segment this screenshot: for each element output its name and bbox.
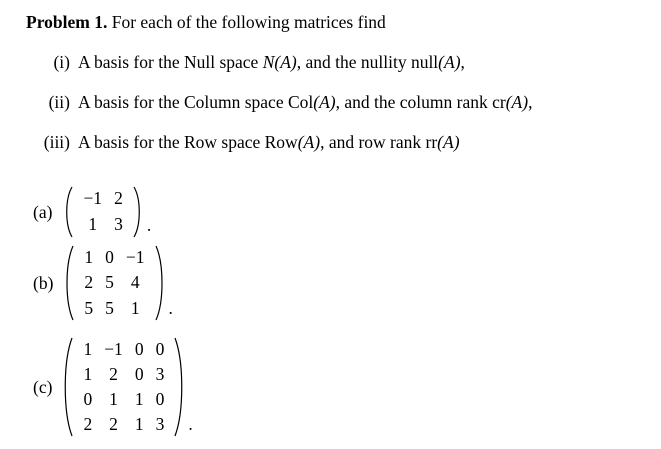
- item-number: (ii): [48, 92, 70, 112]
- left-paren: [63, 245, 74, 321]
- item-symbol-1: N(A): [262, 52, 297, 72]
- matrix-c-grid: [73, 337, 174, 437]
- list-item: [26, 132, 460, 153]
- item-number: (iii): [43, 132, 70, 152]
- matrix-cell: 4: [130, 272, 140, 293]
- trailing-period: .: [188, 414, 193, 434]
- matrix-cell: 5: [105, 272, 114, 293]
- matrix-cell: 0: [105, 246, 114, 267]
- matrix-cell: 3: [155, 363, 165, 384]
- list-item: [38, 52, 465, 73]
- item-number: (i): [53, 52, 70, 72]
- matrix-cell: −1: [104, 338, 123, 359]
- item-symbol-2: (A): [438, 52, 461, 72]
- item-symbol-1: (A): [297, 132, 321, 152]
- matrix-part-c: [33, 337, 193, 437]
- item-symbol-1: (A): [313, 92, 336, 112]
- matrix-b-grid: [74, 245, 154, 321]
- matrix-a: [62, 186, 143, 238]
- right-paren: [133, 186, 144, 238]
- matrix-cell: 5: [105, 297, 114, 318]
- matrix-c: [62, 337, 185, 437]
- matrix-cell: 0: [155, 388, 165, 409]
- matrix-part-b: [33, 245, 173, 321]
- matrix-cell: 0: [155, 338, 165, 359]
- matrix-cell: 0: [83, 388, 93, 409]
- matrix-cell: 3: [155, 413, 165, 434]
- matrix-cell: 1: [130, 297, 140, 318]
- item-symbol-2: (A): [505, 92, 529, 112]
- matrix-cell: 3: [114, 214, 123, 235]
- matrix-cell: 1: [83, 363, 93, 384]
- item-text-after: ,: [460, 52, 465, 72]
- matrix-part-a: [33, 186, 151, 238]
- item-text-after: ,: [528, 92, 533, 112]
- matrix-a-grid: [73, 186, 132, 238]
- problem-number: Problem 1.: [26, 12, 108, 32]
- part-label: (c): [33, 376, 53, 397]
- matrix-cell: 1: [134, 388, 144, 409]
- problem-heading: [26, 12, 386, 33]
- list-item: [33, 92, 532, 113]
- matrix-cell: 2: [83, 413, 93, 434]
- matrix-cell: 1: [83, 338, 93, 359]
- item-text-mid: , and the column rank cr: [335, 92, 506, 112]
- item-text-mid: , and the nullity null: [296, 52, 439, 72]
- matrix-cell: 2: [114, 188, 123, 209]
- item-text-before: A basis for the Column space Col: [78, 92, 314, 112]
- trailing-period: .: [168, 298, 173, 318]
- matrix-cell: 1: [134, 413, 144, 434]
- problem-statement: For each of the following matrices find: [111, 12, 386, 32]
- matrix-cell: 5: [84, 297, 94, 318]
- item-symbol-2: (A): [437, 132, 460, 152]
- item-text-mid: , and row rank rr: [320, 132, 438, 152]
- matrix-cell: −1: [83, 188, 103, 209]
- matrix-cell: 2: [84, 272, 94, 293]
- matrix-cell: 2: [109, 363, 118, 384]
- matrix-b: [63, 245, 165, 321]
- matrix-cell: 0: [134, 363, 144, 384]
- left-paren: [62, 186, 73, 238]
- right-paren: [155, 245, 166, 321]
- item-text-before: A basis for the Row space Row: [78, 132, 298, 152]
- part-label: (b): [33, 272, 54, 293]
- left-paren: [62, 337, 73, 437]
- matrix-cell: −1: [125, 246, 145, 267]
- item-text-before: A basis for the Null space: [78, 52, 263, 72]
- trailing-period: .: [146, 215, 152, 235]
- matrix-cell: 1: [88, 214, 98, 235]
- matrix-cell: 1: [109, 388, 118, 409]
- matrix-cell: 2: [109, 413, 118, 434]
- matrix-cell: 0: [134, 338, 144, 359]
- part-label: (a): [33, 201, 53, 222]
- matrix-cell: 1: [84, 246, 94, 267]
- right-paren: [174, 337, 185, 437]
